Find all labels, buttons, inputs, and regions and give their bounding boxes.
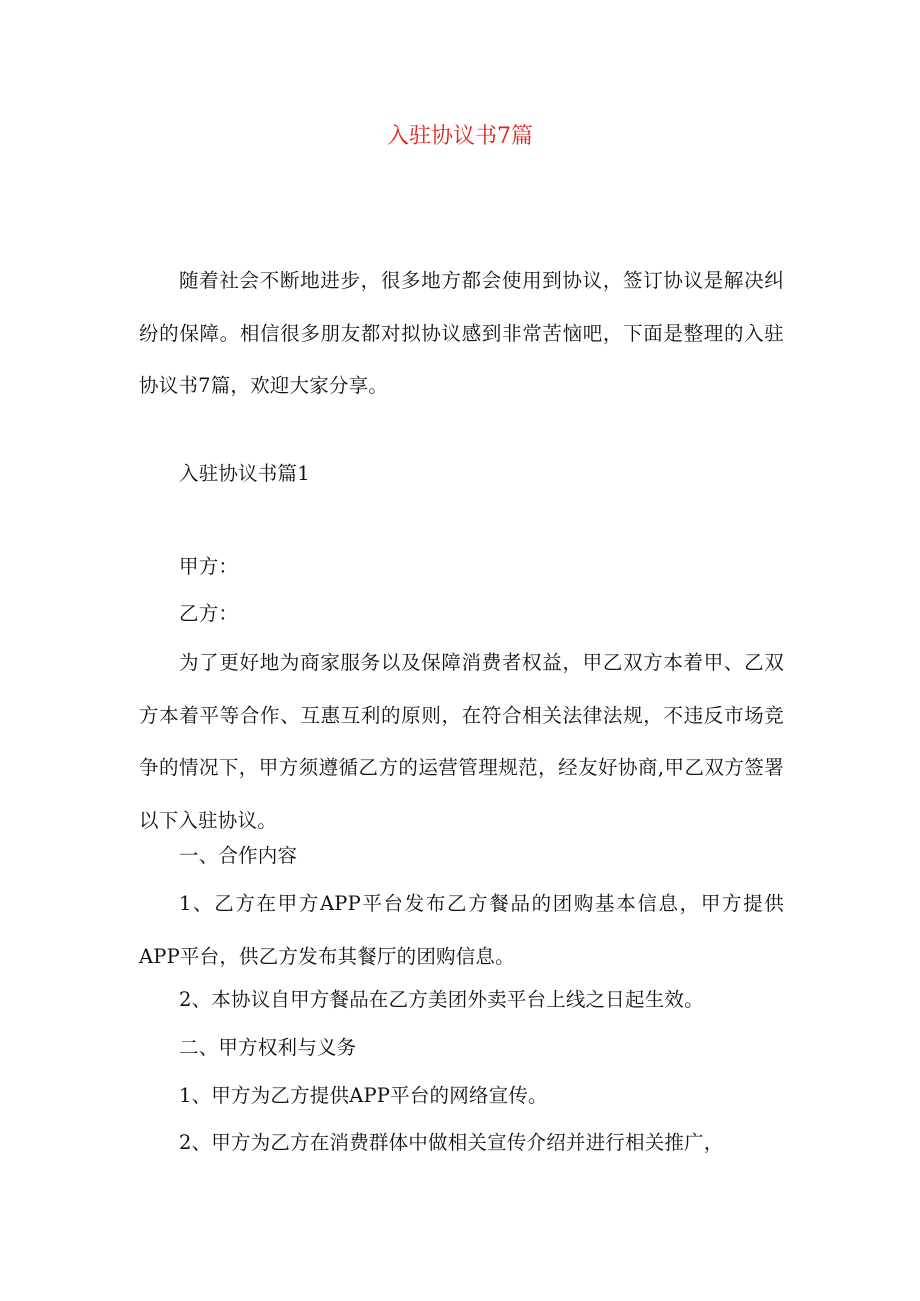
- party-a-line: 甲方：: [179, 555, 239, 578]
- preamble-paragraph: 为了更好地为商家服务以及保障消费者权益，甲乙双方本着甲、乙双方本着平等合作、互惠互利的原则，在符合相关法律法规，不违反市场竞争的情况下，甲方须遵循乙方的运营管理规范，经友好协商,甲乙双方签署以下入驻协议。: [139, 651, 784, 832]
- document-title: 入驻协议书7篇: [387, 124, 533, 149]
- section-title: 入驻协议书篇1: [179, 462, 310, 485]
- clause2-item2: 2、甲方为乙方在消费群体中做相关宣传介绍并进行相关推广，: [179, 1131, 724, 1154]
- clause1-item1: 1、乙方在甲方APP平台发布乙方餐品的团购基本信息，甲方提供APP平台，供乙方发布其餐厅的团购信息。: [139, 892, 784, 968]
- clause1-item2: 2、本协议自甲方餐品在乙方美团外卖平台上线之日起生效。: [179, 988, 704, 1011]
- party-b-line: 乙方：: [179, 602, 239, 625]
- clause2-heading: 二、甲方权利与义务: [179, 1036, 357, 1059]
- intro-paragraph: 随着社会不断地进步，很多地方都会使用到协议，签订协议是解决纠纷的保障。相信很多朋友都对拟协议感到非常苦恼吧，下面是整理的入驻协议书7篇，欢迎大家分享。: [139, 269, 784, 397]
- clause1-heading: 一、合作内容: [179, 844, 298, 867]
- clause2-item1: 1、甲方为乙方提供APP平台的网络宣传。: [179, 1084, 548, 1107]
